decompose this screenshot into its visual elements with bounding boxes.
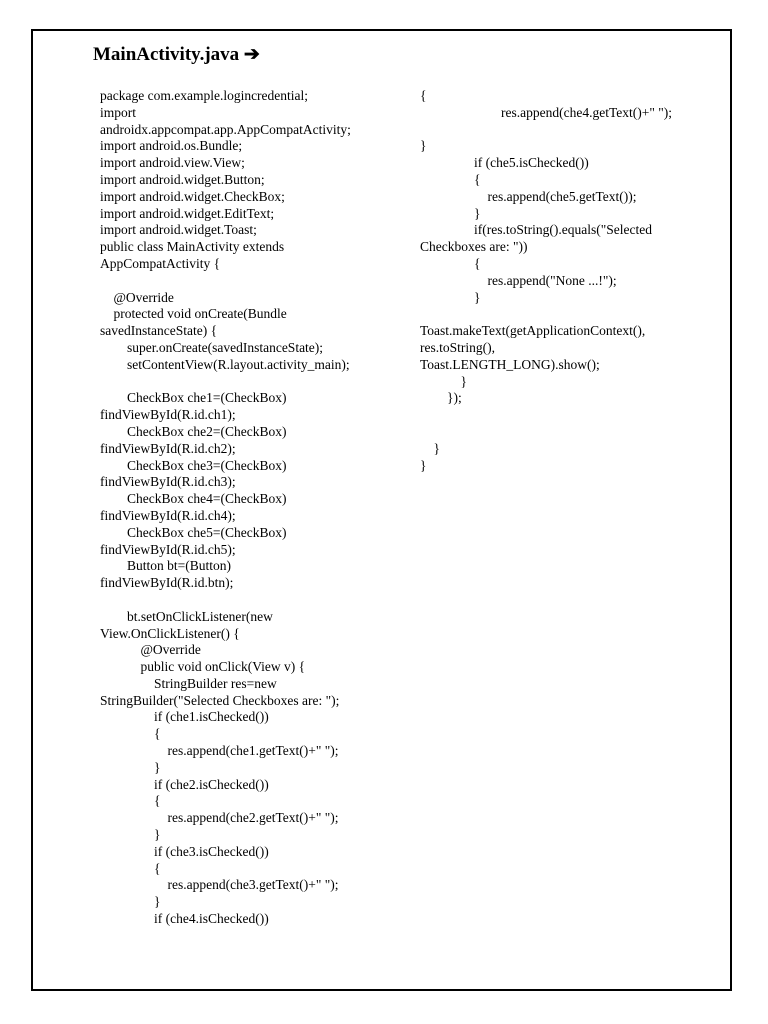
code-column-right: { res.append(che4.getText()+" "); } if (che5.isChecked()) { res.append(che5.getText()); } if(res.toString().equals("Selected Checkboxes are: ")) { res.append("None ...!"); } Toast.makeText(getApplicationContext(), res.toString(), Toast.LENGTH_LONG).show(); } }); } } — [420, 88, 672, 473]
code-column-left: package com.example.logincredential; import androidx.appcompat.app.AppCompatActivity; import android.os.Bundle; import android.view.View; import android.widget.Button; import android.widget.CheckBox; import android.widget.EditText; import android.widget.Toast; public class MainActivity extends AppCompatActivity { @Override protected void onCreate(Bundle savedInstanceState) { super.onCreate(savedInstanceState); setContentView(R.layout.activity_main); CheckBox che1=(CheckBox) findViewById(R.id.ch1); CheckBox che2=(CheckBox) findViewById(R.id.ch2); CheckBox che3=(CheckBox) findViewById(R.id.ch3); CheckBox che4=(CheckBox) findViewById(R.id.ch4); CheckBox che5=(CheckBox) findViewById(R.id.ch5); Button bt=(Button) findViewById(R.id.btn); bt.setOnClickListener(new View.OnClickListener() { @Override public void onClick(View v) { StringBuilder res=new StringBuilder("Selected Checkboxes are: "); if (che1.isChecked()) { res.append(che1.getText()+" "); } if (che2.isChecked()) { res.append(che2.getText()+" "); } if (che3.isChecked()) { res.append(che3.getText()+" "); } if (che4.isChecked()) — [100, 88, 351, 927]
document-title: MainActivity.java ➔ — [93, 44, 260, 65]
